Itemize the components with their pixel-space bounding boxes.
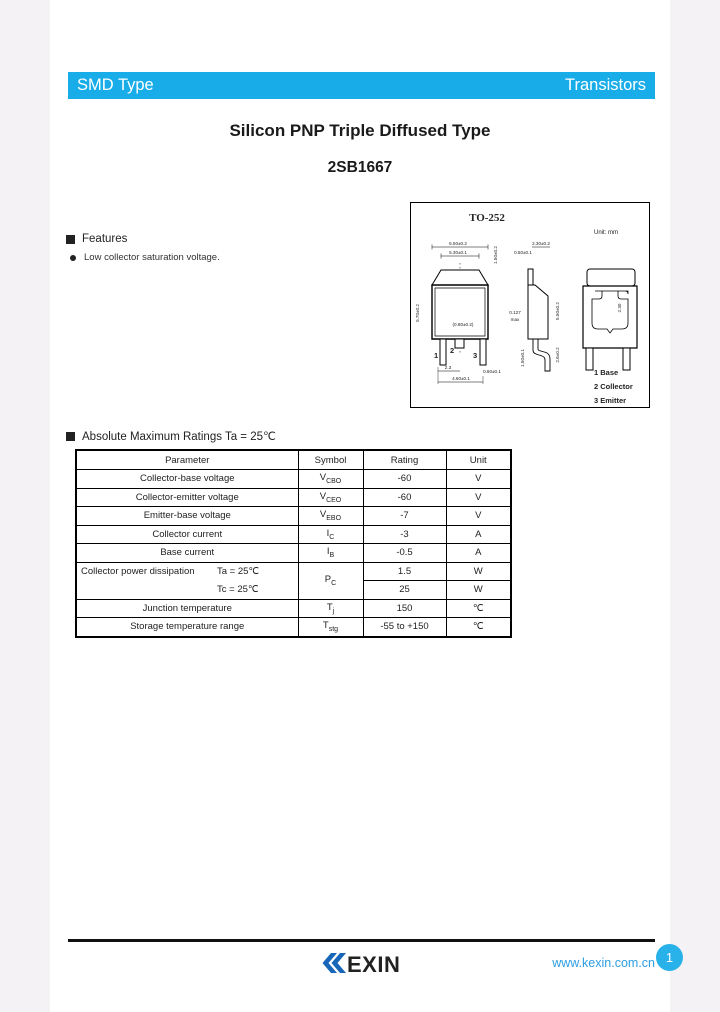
dim-side-lead-l: 2.6±0.2	[555, 347, 560, 363]
table-row	[76, 618, 511, 637]
table-row-power-1	[76, 562, 511, 581]
package-drawing-box	[410, 202, 650, 408]
rating-cell: -55 to +150	[363, 618, 446, 637]
package-name-label: TO-252	[469, 212, 505, 224]
dim-side-flash2: max	[510, 317, 520, 322]
pin3-number: 3	[473, 351, 478, 360]
unit-cell: A	[446, 544, 511, 563]
dim-back-inner: 2.30	[617, 303, 622, 313]
dim-side-flash1: 0.127	[509, 310, 521, 315]
ratings-heading	[66, 429, 276, 443]
website-link[interactable]: www.kexin.com.cn	[552, 956, 655, 970]
table-row	[76, 599, 511, 618]
unit-cell: W	[446, 581, 511, 600]
table-header-row	[76, 450, 511, 470]
ratings-table	[75, 449, 512, 638]
dim-front-pin-w: 0.60±0.1	[483, 369, 501, 374]
table-row	[76, 525, 511, 544]
unit-cell: ℃	[446, 618, 511, 637]
square-bullet-icon	[66, 235, 75, 244]
unit-cell: ℃	[446, 599, 511, 618]
symbol-cell: $T_{stg}$	[298, 618, 363, 637]
page-number: 1	[665, 950, 674, 965]
rating-cell: 150	[363, 599, 446, 618]
pin-legend-collector: 2 Collector	[594, 382, 633, 391]
features-heading-label: Features	[82, 233, 128, 245]
pin-legend	[594, 368, 633, 405]
param-cell-power: Collector power dissipation Ta = 25℃ Tc = 25℃	[76, 562, 298, 599]
param-cell: Storage temperature range	[76, 618, 298, 637]
dim-front-pin2-w: (0.80±0.2)	[452, 322, 474, 327]
rating-cell: -0.5	[363, 544, 446, 563]
unit-cell: V	[446, 507, 511, 526]
col-header-symbol: Symbol	[298, 450, 363, 470]
table-row	[76, 544, 511, 563]
part-number: 2SB1667	[327, 159, 393, 176]
header-right-label: Transistors	[565, 76, 646, 94]
col-header-parameter: Parameter	[76, 450, 298, 470]
unit-cell: V	[446, 470, 511, 489]
kexin-logo-svg	[322, 950, 404, 976]
front-view	[415, 241, 501, 384]
param-cell: Collector-emitter voltage	[76, 488, 298, 507]
side-view	[509, 241, 560, 371]
pin2-number: 2	[450, 346, 455, 355]
table-row	[76, 507, 511, 526]
page-title: Silicon PNP Triple Diffused Type	[229, 121, 491, 140]
feature-item-label: Low collector saturation voltage.	[84, 252, 220, 263]
rating-cell: -3	[363, 525, 446, 544]
dim-front-w2: 5.30±0.1	[449, 250, 467, 255]
symbol-cell: $I_B$	[298, 544, 363, 563]
param-cell: Emitter-base voltage	[76, 507, 298, 526]
footer-rule	[68, 939, 655, 942]
rating-cell: -60	[363, 470, 446, 489]
logo-text: EXIN	[347, 952, 401, 976]
rating-cell: 25	[363, 581, 446, 600]
ratings-heading-label: Absolute Maximum Ratings Ta = 25℃	[82, 431, 276, 443]
symbol-cell: $T_j$	[298, 599, 363, 618]
symbol-cell: $I_C$	[298, 525, 363, 544]
dim-side-lead-w: 1.50±0.1	[520, 349, 525, 367]
pin-legend-emitter: 3 Emitter	[594, 396, 627, 405]
unit-cell: W	[446, 562, 511, 581]
back-view	[583, 269, 637, 370]
table-row	[76, 488, 511, 507]
features-heading	[66, 233, 127, 245]
pin-legend-base: 1 Base	[594, 368, 619, 377]
dim-front-span: 4.60±0.1	[452, 376, 470, 381]
page-number-badge	[656, 944, 683, 971]
param-cell: Base current	[76, 544, 298, 563]
dim-side-tab-t: 0.50±0.1	[514, 250, 532, 255]
pin1-number: 1	[434, 351, 439, 360]
unit-cell: A	[446, 525, 511, 544]
header-left-label: SMD Type	[77, 76, 154, 94]
col-header-rating: Rating	[363, 450, 446, 470]
unit-cell: V	[446, 488, 511, 507]
dim-side-w: 2.30±0.2	[532, 241, 550, 246]
package-drawing	[411, 203, 649, 407]
rating-cell: -7	[363, 507, 446, 526]
col-header-unit: Unit	[446, 450, 511, 470]
kexin-logo	[322, 950, 404, 976]
param-cell: Collector-base voltage	[76, 470, 298, 489]
header-bar	[68, 72, 655, 99]
symbol-cell: $V_{CBO}$	[298, 470, 363, 489]
rating-cell: 1.5	[363, 562, 446, 581]
dim-front-tab-h: 1.50±0.2	[493, 246, 498, 264]
dim-front-body-h: 5.70±0.2	[415, 304, 420, 322]
square-bullet-icon	[66, 432, 75, 441]
symbol-cell: $V_{CEO}$	[298, 488, 363, 507]
rating-cell: -60	[363, 488, 446, 507]
dot-bullet-icon	[70, 255, 76, 261]
unit-label: Unit: mm	[594, 230, 618, 236]
dim-front-w1: 6.50±0.2	[449, 241, 467, 246]
dim-front-pitch: 2.3	[444, 365, 452, 370]
symbol-cell: $P_C$	[298, 562, 363, 599]
feature-item	[70, 252, 220, 263]
param-cell: Collector current	[76, 525, 298, 544]
table-row	[76, 470, 511, 489]
dim-side-body-h: 5.50±0.2	[555, 302, 560, 320]
param-cell: Junction temperature	[76, 599, 298, 618]
symbol-cell: $V_{EBO}$	[298, 507, 363, 526]
